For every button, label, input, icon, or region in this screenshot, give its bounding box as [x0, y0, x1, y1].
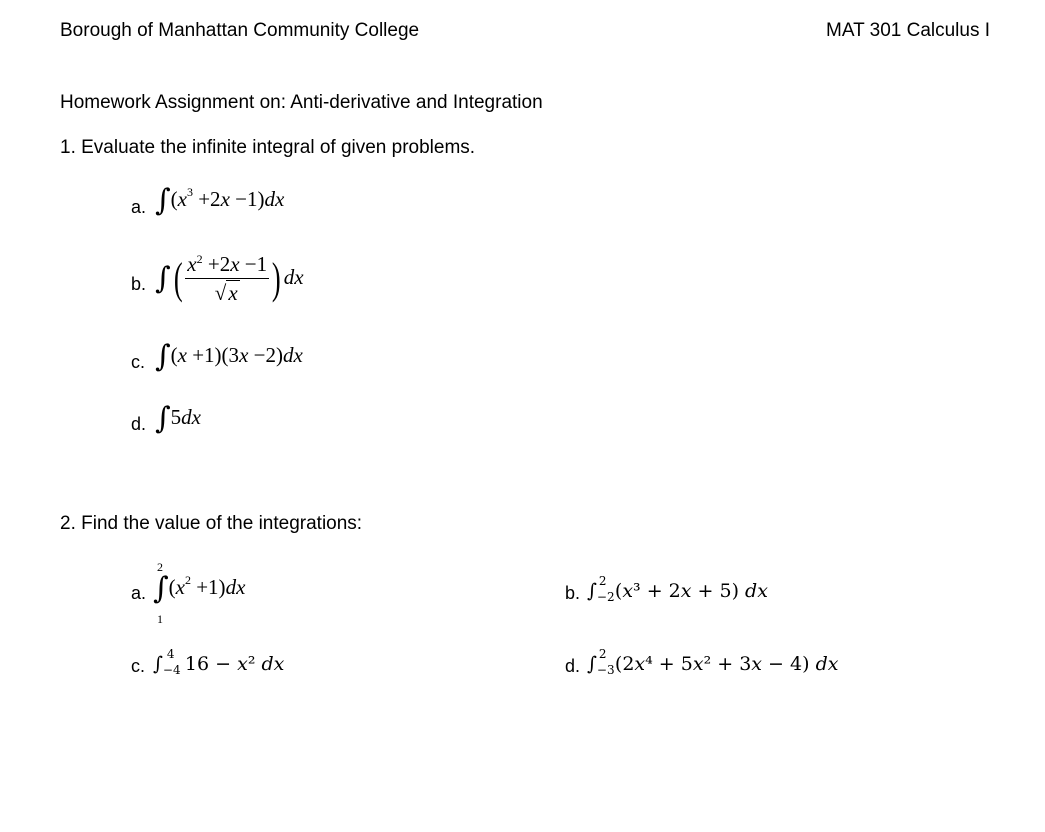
q2d-upper-limit: 2 [598, 647, 607, 661]
integral-sign: ∫ [155, 261, 171, 296]
assignment-title: Homework Assignment on: Anti-derivative and Integration [60, 92, 543, 113]
q2d-lower-limit: −3 [596, 663, 615, 677]
q1a-label: a. [131, 197, 147, 217]
q2b-expression: ∫ 2 −2 (x³ + 2x + 5) dx [587, 574, 768, 604]
q2b-upper-limit: 2 [598, 574, 607, 588]
fraction: $\frac{x^2 +2x -1}{√x}$ [187, 252, 268, 305]
q1-prompt: 1. Evaluate the infinite integral of given problems. [60, 137, 476, 158]
q2a-upper-limit: 2 [157, 560, 163, 574]
q1c-expression: ∫(x +1)(3x −2)dx [155, 339, 303, 374]
q1d-label: d. [131, 414, 147, 434]
integral-sign: ∫ [587, 580, 597, 602]
integral-sign: ∫ [153, 653, 163, 675]
q2c-expression: ∫ 4 −4 16 − x² dx [153, 647, 285, 677]
integral-sign: ∫ [155, 339, 171, 374]
integral-sign: ∫ [155, 401, 171, 436]
q2a-expression: $\int(x^2 +1)dx$ [153, 571, 246, 606]
q2c-upper-limit: 4 [166, 647, 175, 661]
integral-sign: ∫ [155, 183, 171, 218]
q2b-lower-limit: −2 [596, 590, 615, 604]
integral-sign: ∫ [153, 571, 169, 606]
q2a-lower-limit: 1 [157, 612, 163, 626]
integral-sign: ∫ [587, 653, 597, 675]
q2d-expression: ∫ 2 −3 (2x⁴ + 5x² + 3x − 4) dx [587, 647, 839, 677]
college-name: Borough of Manhattan Community College [60, 20, 420, 41]
q1a-expression: $\int(x^3 +2x -1)dx$ [155, 183, 285, 218]
course-name: MAT 301 Calculus I [826, 20, 991, 41]
q1b-label: b. [131, 274, 147, 294]
q1c-label: c. [131, 352, 146, 372]
q2c-label: c. [131, 656, 146, 676]
q2c-lower-limit: −4 [162, 663, 181, 677]
q2-prompt: 2. Find the value of the integrations: [60, 513, 363, 534]
q2b-label: b. [565, 583, 581, 603]
q2a-label: a. [131, 583, 147, 603]
q2d-label: d. [565, 656, 581, 676]
q1d-expression: ∫5dx [155, 401, 201, 436]
q1b-expression: ∫( $\frac{x^2 +2x -1}{√x}$ ) dx [155, 252, 304, 305]
